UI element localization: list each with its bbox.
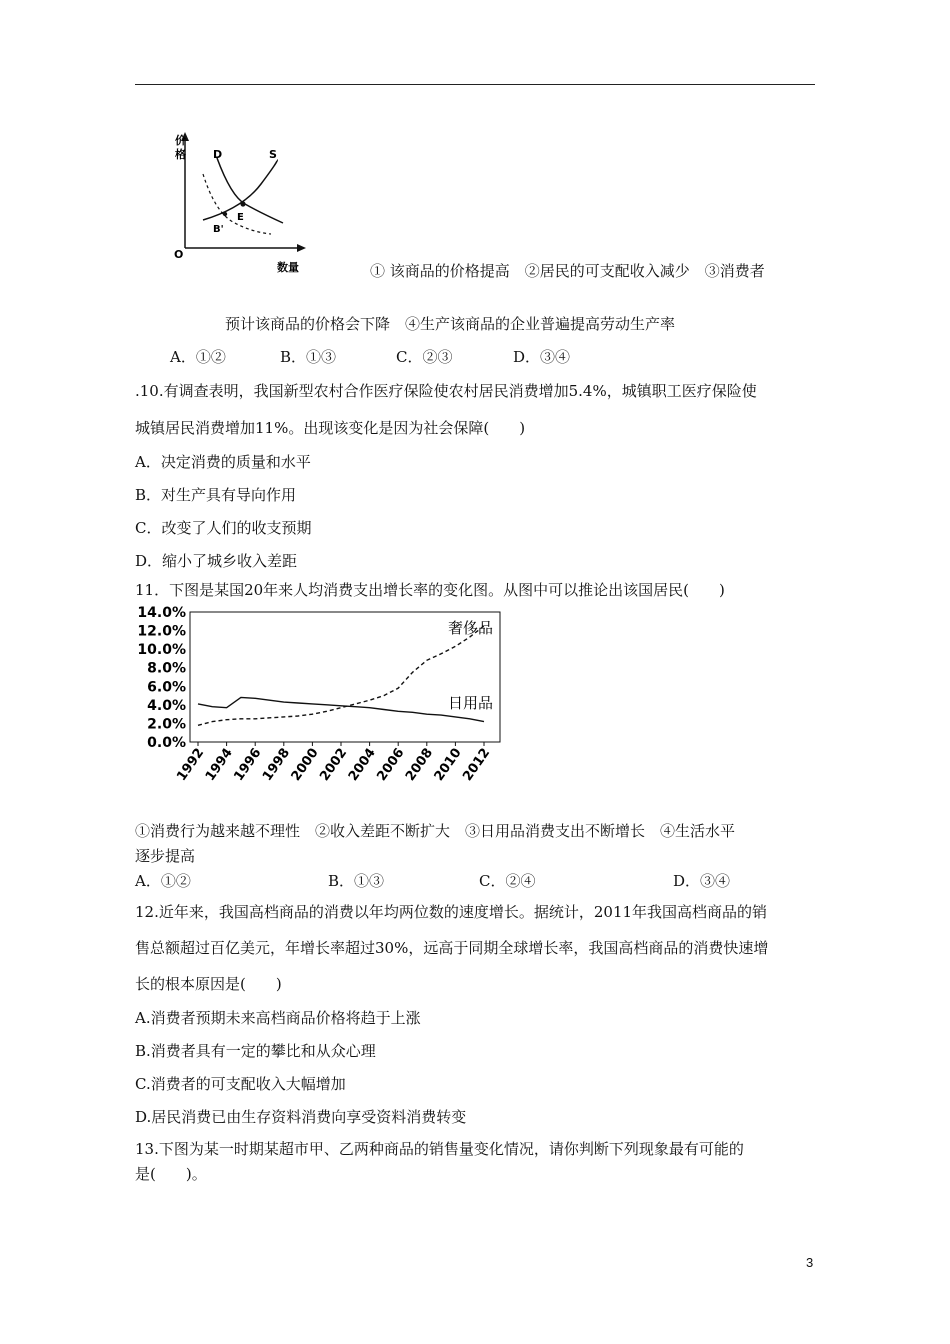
y-axis-label-1: 价 [175, 134, 186, 147]
x-tick-label: 2004 [345, 745, 379, 784]
y-tick-label: 8.0% [147, 660, 186, 677]
y-tick-label: 6.0% [147, 679, 186, 696]
consumption-growth-chart [130, 600, 520, 795]
q11-choice-a[interactable]: A．①② [135, 872, 191, 890]
q9-choice-c[interactable]: C．②③ [396, 348, 453, 366]
series-line-luxury [198, 626, 484, 725]
q9-choice-d[interactable]: D．③④ [513, 348, 571, 366]
x-tick-label: 1998 [260, 745, 294, 784]
x-axis-arrow [297, 244, 306, 252]
y-tick-label: 14.0% [137, 605, 186, 621]
q11-choice-c[interactable]: C．②④ [479, 872, 536, 890]
point-e-label: E [237, 212, 244, 223]
supply-demand-figure [165, 128, 315, 273]
q12-choice-d[interactable]: D.居民消费已由生存资料消费向享受资料消费转变 [135, 1108, 467, 1126]
x-tick-label: 2006 [374, 745, 408, 784]
q10-choice-d[interactable]: D．缩小了城乡收入差距 [135, 552, 298, 570]
curve-d-label: D [213, 148, 223, 161]
q12-choice-a[interactable]: A.消费者预期未来高档商品价格将趋于上涨 [135, 1009, 421, 1027]
x-tick-label: 2012 [460, 745, 494, 784]
q10-stem-line1: .10.有调查表明，我国新型农村合作医疗保险使农村居民消费增加5.4%，城镇职工医疗保险使 [135, 382, 757, 400]
q11-choice-b[interactable]: B．①③ [328, 872, 385, 890]
q12-stem-line3: 长的根本原因是( ) [135, 975, 282, 993]
q9-choice-b[interactable]: B．①③ [280, 348, 337, 366]
q9-choice-a[interactable]: A．①② [170, 348, 226, 366]
y-tick-label: 10.0% [137, 642, 186, 659]
page-number: 3 [806, 1255, 814, 1270]
point-b-label: B' [213, 224, 224, 235]
q12-stem-line2: 售总额超过百亿美元，年增长率超过30%，远高于同期全球增长率，我国高档商品的消费快速增 [135, 939, 769, 957]
q9-options-line2: 预计该商品的价格会下降 ④生产该商品的企业普遍提高劳动生产率 [225, 315, 676, 333]
origin-label: O [174, 248, 184, 261]
curve-s-label: S [269, 148, 277, 161]
q11-options-line2: 逐步提高 [135, 847, 196, 865]
q9-options-line1: ① 该商品的价格提高 ②居民的可支配收入减少 ③消费者 [370, 262, 765, 280]
x-tick-label: 2002 [317, 745, 351, 784]
x-tick-label: 2010 [431, 745, 465, 784]
supply-curve [203, 160, 277, 220]
q10-choice-a[interactable]: A．决定消费的质量和水平 [135, 453, 311, 471]
q12-choice-b[interactable]: B.消费者具有一定的攀比和从众心理 [135, 1042, 376, 1060]
y-tick-label: 12.0% [137, 623, 186, 640]
q11-options-line1: ①消费行为越来越不理性 ②收入差距不断扩大 ③日用品消费支出不断增长 ④生活水平 [135, 822, 736, 840]
y-tick-label: 4.0% [147, 697, 186, 714]
series-line-daily [198, 697, 484, 721]
q12-stem-line1: 12.近年来，我国高档商品的消费以年均两位数的速度增长。据统计，2011年我国高档商品的销 [135, 903, 768, 921]
q10-stem-line2: 城镇居民消费增加11%。出现该变化是因为社会保障( ) [135, 419, 526, 437]
equilibrium-point-e [240, 201, 245, 206]
q10-choice-b[interactable]: B．对生产具有导向作用 [135, 486, 297, 504]
y-axis-label-2: 格 [175, 148, 186, 161]
y-tick-label: 0.0% [147, 735, 186, 751]
q11-stem: 11．下图是某国20年来人均消费支出增长率的变化图。从图中可以推论出该国居民( ) [135, 581, 725, 599]
q10-choice-c[interactable]: C．改变了人们的收支预期 [135, 519, 312, 537]
q13-stem-line1: 13.下图为某一时期某超市甲、乙两种商品的销售量变化情况，请你判断下列现象最有可能的 [135, 1140, 744, 1158]
x-tick-label: 1994 [202, 745, 236, 784]
header-rule [135, 84, 815, 85]
equilibrium-point-b [223, 212, 227, 216]
y-tick-label: 2.0% [147, 716, 186, 733]
q12-choice-c[interactable]: C.消费者的可支配收入大幅增加 [135, 1075, 346, 1093]
q13-stem-line2: 是( )。 [135, 1165, 207, 1183]
x-tick-label: 1992 [174, 745, 208, 784]
x-tick-label: 2000 [288, 745, 322, 784]
q11-choice-d[interactable]: D．③④ [673, 872, 731, 890]
x-tick-label: 2008 [403, 745, 437, 784]
x-axis-label: 数量 [277, 261, 299, 273]
series-label-daily: 日用品 [448, 694, 494, 712]
series-label-luxury: 奢侈品 [448, 619, 494, 637]
x-tick-label: 1996 [231, 745, 265, 784]
